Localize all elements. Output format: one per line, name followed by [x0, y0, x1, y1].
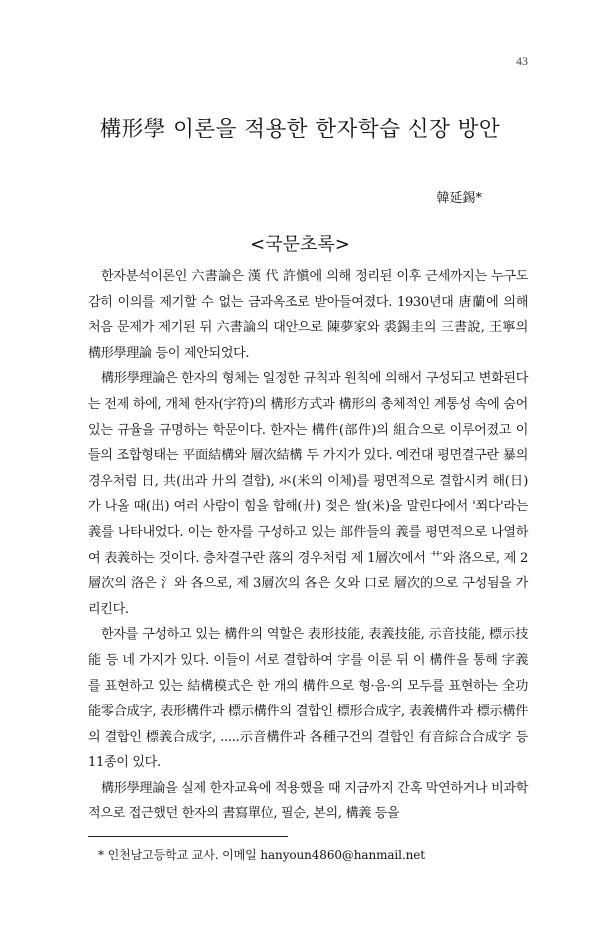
abstract-paragraph-2: 構形學理論은 한자의 형체는 일정한 규칙과 원칙에 의해서 구성되고 변화된다는 전제 하에, 개체 한자(字符)의 構形方式과 構形의 총체적인 계통성 속에 숨어 있는 규율을 규명하는 학문이다. 한자는 構件(部件)의 組合으로 이루어졌고 이들의 조합형태는 平面結構와 層次結構 두 가지가 있다. 예컨대 평면결구란 暴의 경우처럼 日, 共(出과 廾의 결합), 氺(米의 이체)를 평면적으로 결합시켜 해(日)가 나올 때(出) 여러 사람이 힘을 합해(廾) 젖은 쌀(米)을 말린다에서 '쬐다'라는 義를 나타내었다. 이는 한자를 구성하고 있는 部件들의 義를 평면적으로 나열하여 表義하는 것이다. 층차결구란 落의 경우처럼 제 1層次에서 艹와 洛으로, 제 2層次의 洛은 氵와 各으로, 제 3層次의 各은 夂와 口로 層次的으로 구성됨을 가리킨다.: [88, 371, 528, 617]
abstract-paragraph-3: 한자를 구성하고 있는 構件의 역할은 表形技能, 表義技能, 示音技能, 標示技能 등 네 가지가 있다. 이들이 서로 결합하여 字를 이룬 뒤 이 構件을 통해 字義를 표현하고 있는 結構模式은 한 개의 構件으로 형·음·의 모두를 표현하는 全功能零合成字, 表形構件과 標示構件의 결합인 標形合成字, 表義構件과 標示構件의 결합인 標義合成字, .....示音構件과 各種구건의 결합인 有音綜合合成字 등 11종이 있다.: [88, 627, 528, 771]
author-footnote: * 인천남고등학교 교사. 이메일 hanyoun4860@hanmail.net: [98, 848, 425, 862]
page-number: 43: [516, 54, 528, 68]
author-name: 韓延錫*: [436, 191, 482, 206]
footnote-divider: [88, 836, 288, 837]
abstract-body: [88, 264, 528, 827]
paper-title: 構形學 이론을 적용한 한자학습 신장 방안: [99, 117, 501, 142]
abstract-paragraph-4: 構形學理論을 실제 한자교육에 적용했을 때 지금까지 간혹 막연하거나 비과학적으로 접근했던 한자의 書寫單位, 필순, 본의, 構義 등을: [88, 780, 528, 822]
abstract-heading: <국문초록>: [250, 234, 350, 255]
abstract-paragraph-1: 한자분석이론인 六書論은 漢 代 許愼에 의해 정리된 이후 근세까지는 누구도 감히 이의를 제기할 수 없는 금과옥조로 받아들여졌다. 1930년대 唐蘭에 의해 처음 문제가 제기된 뒤 六書論의 대안으로 陳夢家와 裘錫圭의 三書說, 王寧의 構形學理論 등이 제안되었다.: [88, 269, 528, 361]
